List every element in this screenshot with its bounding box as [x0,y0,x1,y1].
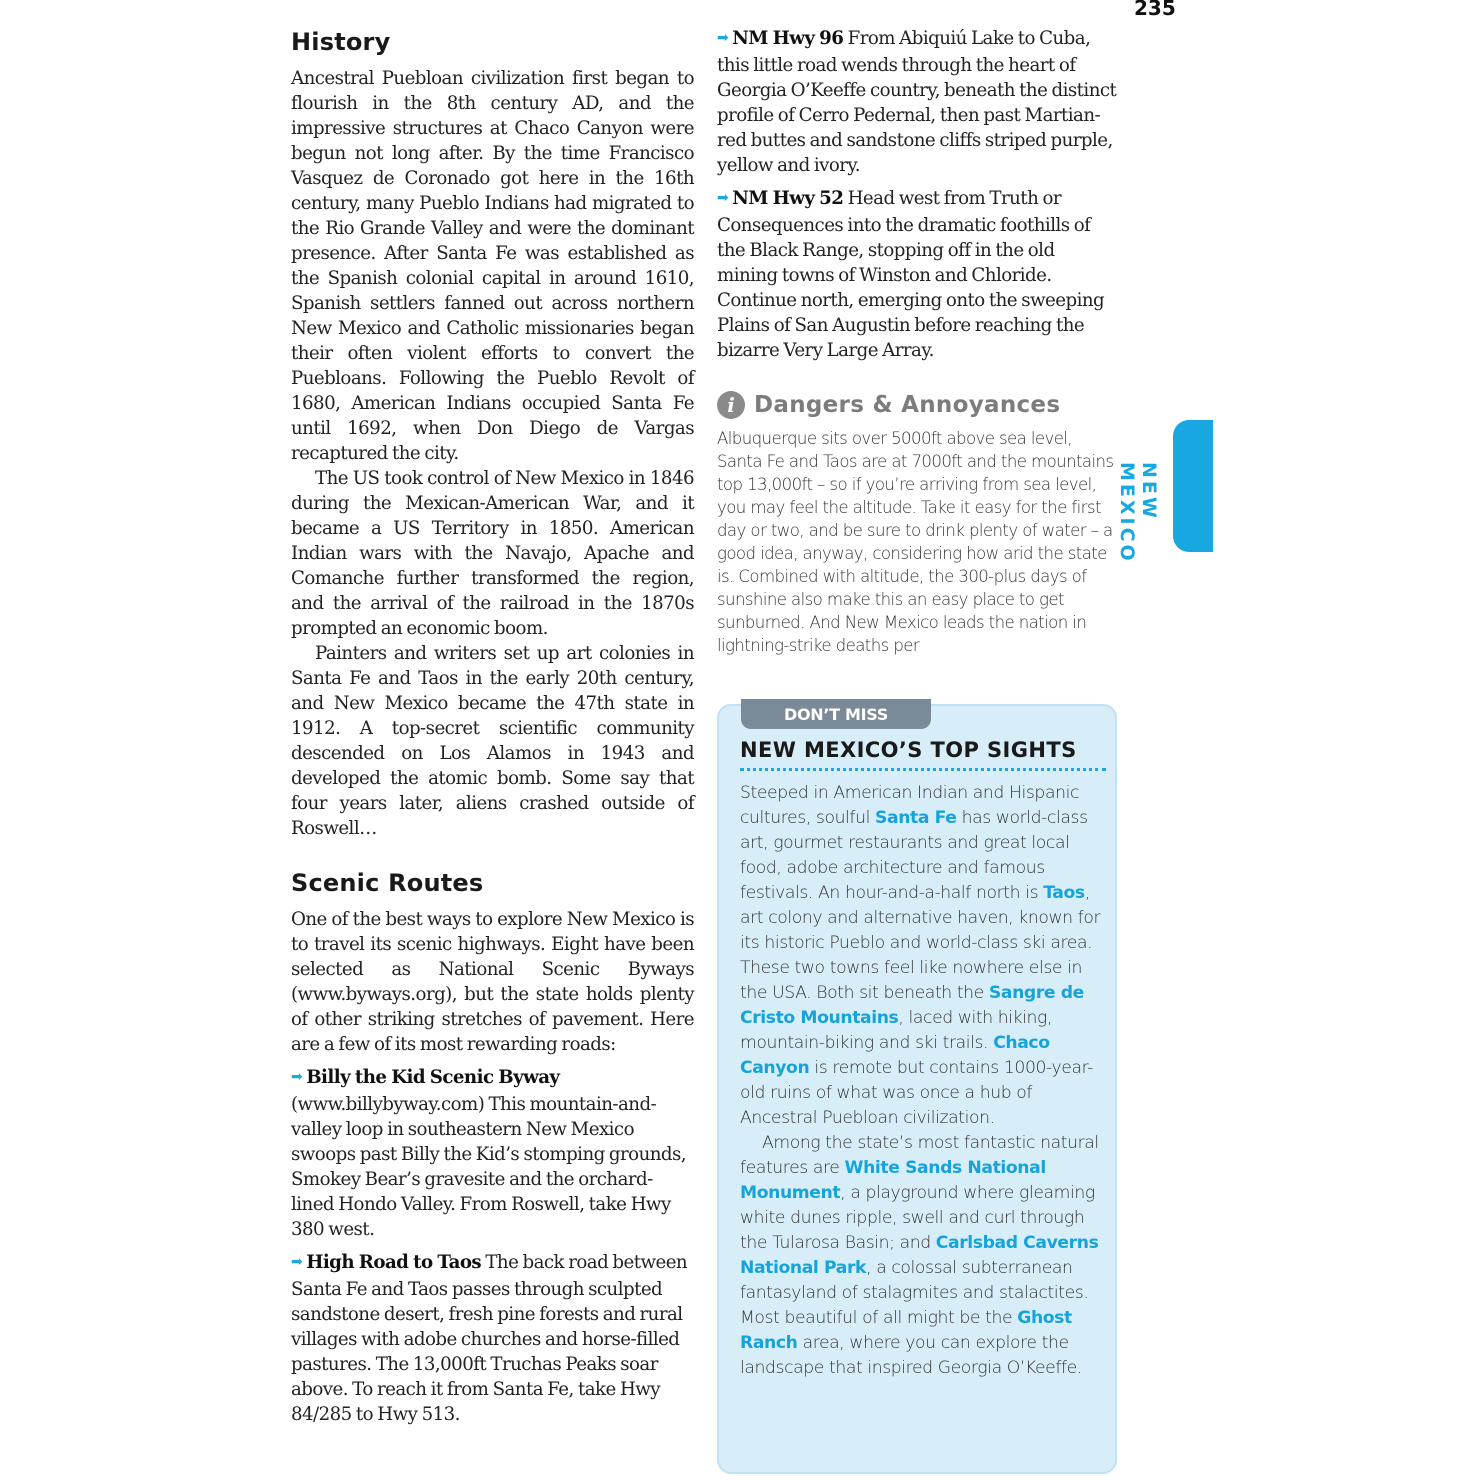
chapter-thumb-tab [1173,420,1213,552]
route-name: High Road to Taos [306,1252,482,1273]
dont-miss-title: NEW MEXICO’S TOP SIGHTS [740,738,1106,771]
highlight-place-name: Ghost Ranch [740,1308,1072,1353]
highlight-place-name: White Sands National Monument [740,1158,1046,1203]
arrow-right-icon: ➡ [717,30,729,46]
route-entry [717,186,1119,363]
route-name: NM Hwy 52 [732,188,844,209]
route-description: (www.billybyway.com) This mountain-and-valley loop in southeastern New Mexico swoops past Billy the Kid’s stomping grounds, Smokey Bear’s gravesite and the orchard-lined Hondo Valley. From Roswell, take Hwy 380 west. [291,1094,687,1240]
right-column [717,26,1119,657]
dangers-heading: Dangers & Annoyances [754,392,1061,418]
chapter-side-label: NEW MEXICO [1116,462,1160,564]
text-run: has world-class art, gourmet restaurants and great local food, adobe architecture and famous festivals. An hour-and-a-half north is [740,808,1088,903]
highlight-place-name: Chaco Canyon [740,1033,1050,1078]
dangers-text: Albuquerque sits over 5000ft above sea level, Santa Fe and Taos are at 7000ft and the mountains top 13,000ft – so if you’re arriving from sea level, you may feel the altitude. Take it easy for the first day or two, and be sure to drink plenty of water – a good idea, anyway, considering how arid the state is. Combined with altitude, the 300-plus days of sunshine also make this an easy place to get sunburned. And New Mexico leads the nation in lightning-strike deaths per [717,429,1114,655]
arrow-right-icon: ➡ [291,1254,303,1270]
history-paragraph: Painters and writers set up art colonies in Santa Fe and Taos in the early 20th century, and New Mexico became the 47th state in 1912. A top-secret scientific community descended on Los Alamos in 1943 and developed the atomic bomb. Some say that four years later, aliens crashed outside of Roswell… [291,643,694,839]
dont-miss-content [740,738,1106,1381]
route-name: NM Hwy 96 [732,28,844,49]
left-column [291,28,694,1435]
dont-miss-paragraph [740,781,1106,1131]
history-paragraph: Ancestral Puebloan civilization first began to flourish in the 8th century AD, and the impressive structures at Chaco Canyon were begun not long after. By the time Francisco Vasquez de Coronado got here in the 16th century, many Pueblo Indians had migrated to the Rio Grande Valley and were the dominant presence. After Santa Fe was established as the Spanish colonial capital in around 1610, Spanish settlers fanned out across northern New Mexico and Catholic missionaries began their often violent efforts to convert the Puebloans. Following the Pueblo Revolt of 1680, American Indians occupied Santa Fe until 1692, when Don Diego de Vargas recaptured the city. [291,68,694,464]
arrow-right-icon: ➡ [717,190,729,206]
route-entry [291,1065,694,1242]
text-run: area, where you can explore the landscape that inspired Georgia O’Keeffe. [740,1333,1082,1378]
text-run: Steeped in American Indian and Hispanic cultures, soulful [740,783,1079,828]
text-run: is remote but contains 1000-year-old ruins of what was once a hub of Ancestral Puebloan civilization. [740,1058,1093,1128]
page-number: 235 [1134,0,1176,20]
scenic-intro: One of the best ways to explore New Mexico is to travel its scenic highways. Eight have been selected as National Scenic Byways (www.byways.org), but the state holds plenty of other striking stretches of pavement. Here are a few of its most rewarding roads: [291,909,694,1055]
text-run: , art colony and alternative haven, known for its historic Pueblo and world-class ski area. These two towns feel like nowhere else in the USA. Both sit beneath the [740,883,1101,1003]
highlight-place-name: Santa Fe [875,808,957,828]
text-run: , laced with hiking, mountain-biking and ski trails. [740,1008,1053,1053]
text-run: Among the state’s most fantastic natural features are [740,1133,1099,1178]
history-paragraph: The US took control of New Mexico in 1846 during the Mexican-American War, and it became a US Territory in 1850. American Indian wars with the Navajo, Apache and Comanche further transformed the region, and the arrival of the railroad in the 1870s prompted an economic boom. [291,468,694,639]
route-entry [717,26,1119,178]
route-entry [291,1250,694,1427]
highlight-place-name: Carlsbad Caverns National Park [740,1233,1099,1278]
highlight-place-name: Sangre de Cristo Mountains [740,983,1084,1028]
route-description: From Abiquiú Lake to Cuba, this little road wends through the heart of Georgia O’Keeffe country, beneath the distinct profile of Cerro Pedernal, then past Martian-red buttes and sandstone cliffs striped purple, yellow and ivory. [717,28,1117,176]
arrow-right-icon: ➡ [291,1069,303,1085]
route-name: Billy the Kid Scenic Byway [306,1067,560,1088]
scenic-routes-heading: Scenic Routes [291,869,484,897]
dont-miss-tab: DON’T MISS [741,699,931,729]
text-run: , a playground where gleaming white dunes ripple, swell and curl through the Tularosa Basin; and [740,1183,1095,1253]
text-run: , a colossal subterranean fantasyland of stalagmites and stalactites. Most beautiful of all might be the [740,1258,1089,1328]
dangers-header [717,391,1119,419]
info-icon: i [717,391,745,419]
route-description: Head west from Truth or Consequences into the dramatic foothills of the Black Range, stopping off in the old mining towns of Winston and Chloride. Continue north, emerging onto the sweeping Plains of San Augustin before reaching the bizarre Very Large Array. [717,188,1105,361]
highlight-place-name: Taos [1043,883,1085,903]
dont-miss-paragraph [740,1131,1106,1381]
history-heading: History [291,28,391,56]
route-description: The back road between Santa Fe and Taos passes through sculpted sandstone desert, fresh pine forests and rural villages with adobe churches and horse-filled pastures. The 13,000ft Truchas Peaks soar above. To reach it from Santa Fe, take Hwy 84/285 to Hwy 513. [291,1252,688,1425]
